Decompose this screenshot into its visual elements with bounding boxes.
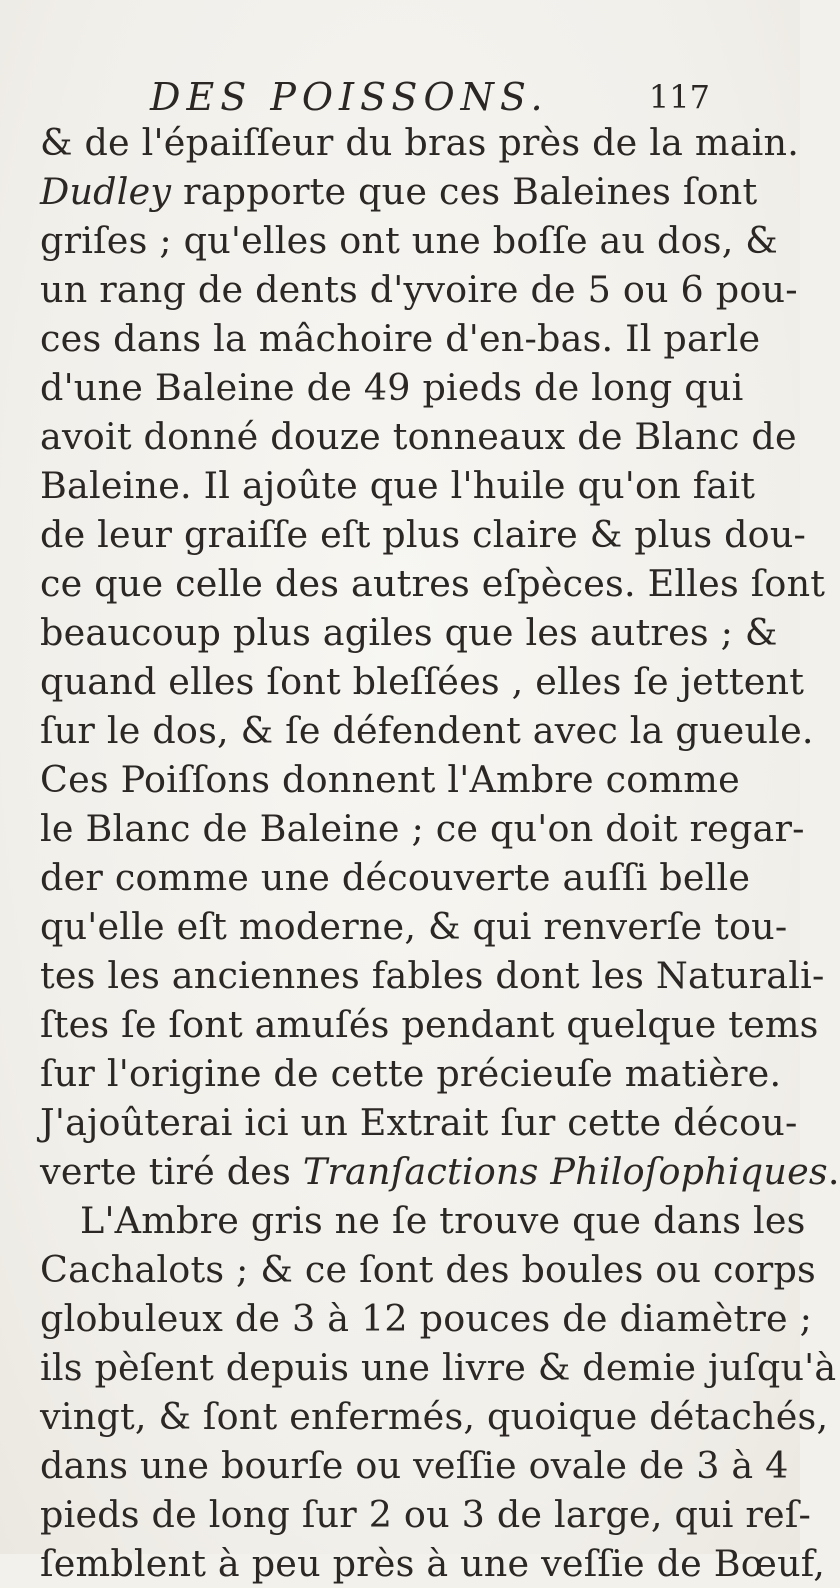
text-line — [40, 755, 740, 804]
text-line — [40, 608, 778, 657]
line-text: de leur graiſſe eſt plus claire & plus dou- — [40, 513, 807, 556]
line-text: ſur l'origine de cette précieuſe matière. — [40, 1052, 782, 1095]
text-line — [40, 853, 751, 902]
text-line — [40, 363, 744, 412]
text-line — [40, 510, 807, 559]
line-text: ſur le dos, & ſe défendent avec la gueule. — [40, 709, 814, 752]
text-line — [40, 1098, 798, 1147]
text-line — [40, 951, 825, 1000]
line-text: ſemblent à peu près à une veſſie de Bœuf, — [40, 1542, 826, 1585]
line-text: ils pèſent depuis une livre & demie juſqu'à — [40, 1346, 837, 1389]
line-text: Baleine. Il ajoûte que l'huile qu'on fait — [40, 464, 756, 507]
line-text: ſtes ſe ſont amuſés pendant quelque tems — [40, 1003, 819, 1046]
line-text: Ces Poiſſons donnent l'Ambre comme — [40, 758, 740, 801]
text-line — [40, 706, 814, 755]
line-text: ce que celle des autres eſpèces. Elles ſont — [40, 562, 826, 605]
text-line — [40, 902, 788, 951]
text-line — [40, 1049, 782, 1098]
line-text: rapporte que ces Baleines ſont — [171, 170, 758, 213]
line-text: ces dans la mâchoire d'en-bas. Il parle — [40, 317, 761, 360]
line-text: Cachalots ; & ce ſont des boules ou corps — [40, 1248, 816, 1291]
italic-text: Dudley — [40, 170, 172, 213]
text-line — [40, 1539, 826, 1588]
text-line — [40, 1392, 829, 1441]
line-text: . — [827, 1150, 840, 1193]
line-text: un rang de dents d'yvoire de 5 ou 6 pou- — [40, 268, 798, 311]
italic-text: Tranſactions Philoſophiques — [302, 1150, 828, 1193]
text-line — [40, 314, 761, 363]
line-text: verte tiré des — [40, 1150, 303, 1193]
line-text: L'Ambre gris ne ſe trouve que dans les — [80, 1199, 806, 1242]
line-text: dans une bourſe ou veſſie ovale de 3 à 4 — [40, 1444, 789, 1487]
text-line — [40, 657, 805, 706]
text-line — [40, 1000, 819, 1049]
line-text: beaucoup plus agiles que les autres ; & — [40, 611, 778, 654]
text-line — [40, 1196, 806, 1245]
line-text: globuleux de 3 à 12 pouces de diamètre ; — [40, 1297, 813, 1340]
line-text: avoit donné douze tonneaux de Blanc de — [40, 415, 797, 458]
text-line — [40, 1490, 812, 1539]
line-text: quand elles ſont bleſſées , elles ſe jettent — [40, 660, 805, 703]
line-text: der comme une découverte auſſi belle — [40, 856, 751, 899]
text-line — [40, 167, 758, 216]
line-text: le Blanc de Baleine ; ce qu'on doit regar- — [40, 807, 805, 850]
page-header — [150, 72, 710, 122]
text-line — [40, 1343, 837, 1392]
line-text: d'une Baleine de 49 pieds de long qui — [40, 366, 744, 409]
text-line — [40, 1294, 813, 1343]
text-line — [40, 461, 756, 510]
text-line — [40, 1147, 840, 1196]
text-line — [40, 1441, 789, 1490]
line-text: tes les anciennes fables dont les Naturali- — [40, 954, 825, 997]
body-text — [40, 118, 840, 1588]
running-title: DES POISSONS. — [150, 75, 549, 119]
line-text: pieds de long ſur 2 ou 3 de large, qui reſ- — [40, 1493, 812, 1536]
text-line — [40, 118, 800, 167]
text-line — [40, 216, 778, 265]
text-line — [40, 804, 805, 853]
text-line — [40, 559, 826, 608]
text-line — [40, 1245, 816, 1294]
text-line — [40, 265, 798, 314]
text-line — [40, 412, 797, 461]
line-text: griſes ; qu'elles ont une boſſe au dos, & — [40, 219, 778, 262]
line-text: & de l'épaiſſeur du bras près de la main. — [40, 121, 800, 164]
line-text: J'ajoûterai ici un Extrait ſur cette décou- — [40, 1101, 798, 1144]
line-text: vingt, & ſont enfermés, quoique détachés, — [40, 1395, 829, 1438]
page-number: 117 — [648, 78, 710, 116]
line-text: qu'elle eſt moderne, & qui renverſe tou- — [40, 905, 788, 948]
